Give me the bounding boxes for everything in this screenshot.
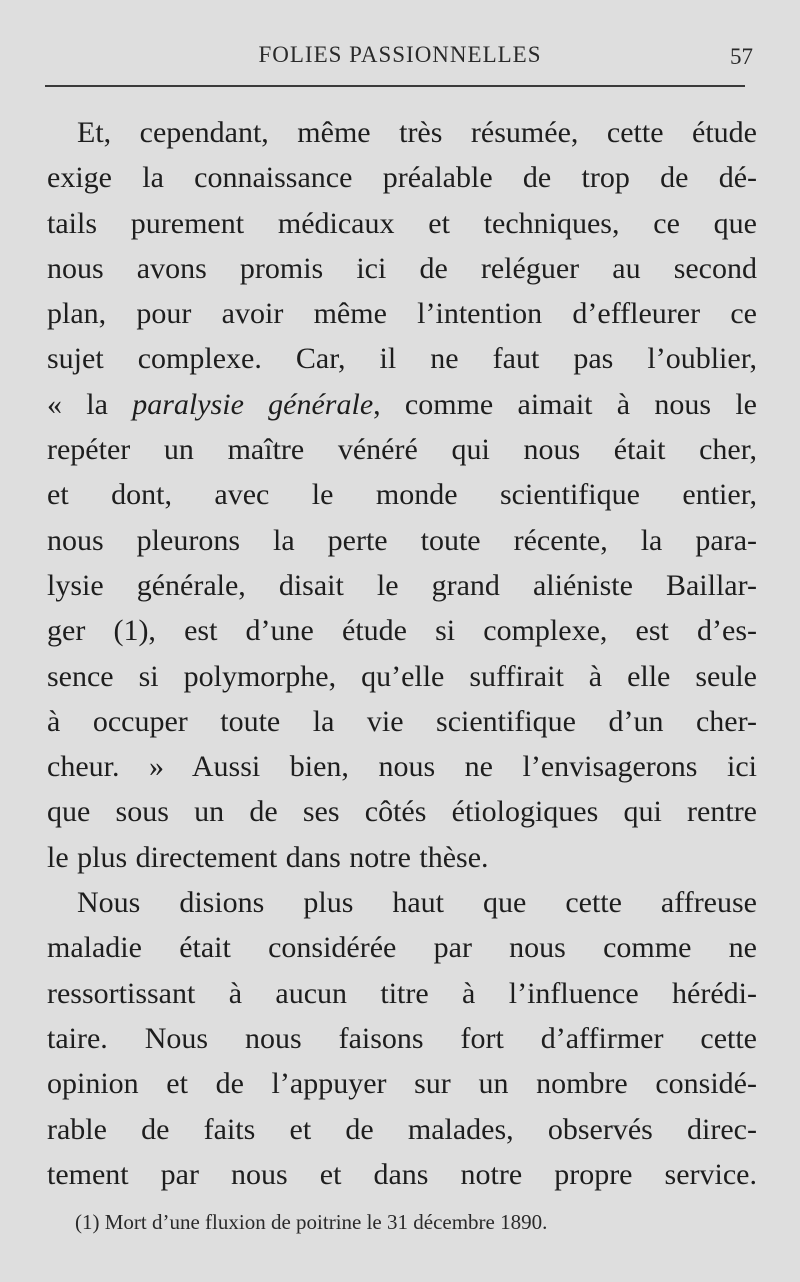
text-line: nous avons promis ici de reléguer au second <box>47 251 757 285</box>
text-line: nous pleurons la perte toute récente, la para- <box>47 523 757 557</box>
text-line: tails purement médicaux et techniques, ce que <box>47 206 757 240</box>
text-line: exige la connaissance préalable de trop de dé- <box>47 161 757 195</box>
header-rule <box>45 85 745 87</box>
text-line: repéter un maître vénéré qui nous était cher, <box>47 433 757 467</box>
running-title: FOLIES PASSIONNELLES <box>258 42 542 67</box>
page-number: 57 <box>730 44 753 69</box>
text-line: Nous disions plus haut que cette affreuse <box>77 886 757 920</box>
text-line: cheur. » Aussi bien, nous ne l’envisagerons ici <box>47 750 757 784</box>
text-line: et dont, avec le monde scientifique entier, <box>47 478 757 512</box>
text-line: taire. Nous nous faisons fort d’affirmer cette <box>47 1021 757 1055</box>
text-line: opinion et de l’appuyer sur un nombre considé- <box>47 1067 757 1101</box>
text-line: Et, cependant, même très résumée, cette étude <box>77 116 757 149</box>
text-line: rable de faits et de malades, observés direc- <box>47 1112 757 1146</box>
text-line-with-italic <box>47 382 757 427</box>
text-line: le plus directement dans notre thèse. <box>47 840 489 874</box>
text-line: sence si polymorphe, qu’elle suffirait à elle seule <box>47 659 757 693</box>
text-line: maladie était considérée par nous comme ne <box>47 931 757 965</box>
text-line: lysie générale, disait le grand aliéniste Baillar- <box>47 568 757 602</box>
text-line: tement par nous et dans notre propre service. <box>47 1157 757 1191</box>
page-header <box>45 40 755 76</box>
text-line: ressortissant à aucun titre à l’influence hérédi- <box>47 976 757 1010</box>
text-line: plan, pour avoir même l’intention d’effleurer ce <box>47 297 757 331</box>
text-fragment: , comme aimait à nous le <box>373 387 757 421</box>
text-line: à occuper toute la vie scientifique d’un cher- <box>47 704 757 738</box>
body-text <box>47 110 757 1197</box>
italic-term: paralysie générale <box>132 387 374 421</box>
text-fragment: « la <box>47 387 133 421</box>
text-line: sujet complexe. Car, il ne faut pas l’oublier, <box>47 342 757 376</box>
text-line: que sous un de ses côtés étiologiques qui rentre <box>47 795 757 829</box>
text-line: ger (1), est d’une étude si complexe, est d’es- <box>47 614 757 648</box>
footnote: (1) Mort d’une fluxion de poitrine le 31 décembre 1890. <box>75 1210 548 1234</box>
